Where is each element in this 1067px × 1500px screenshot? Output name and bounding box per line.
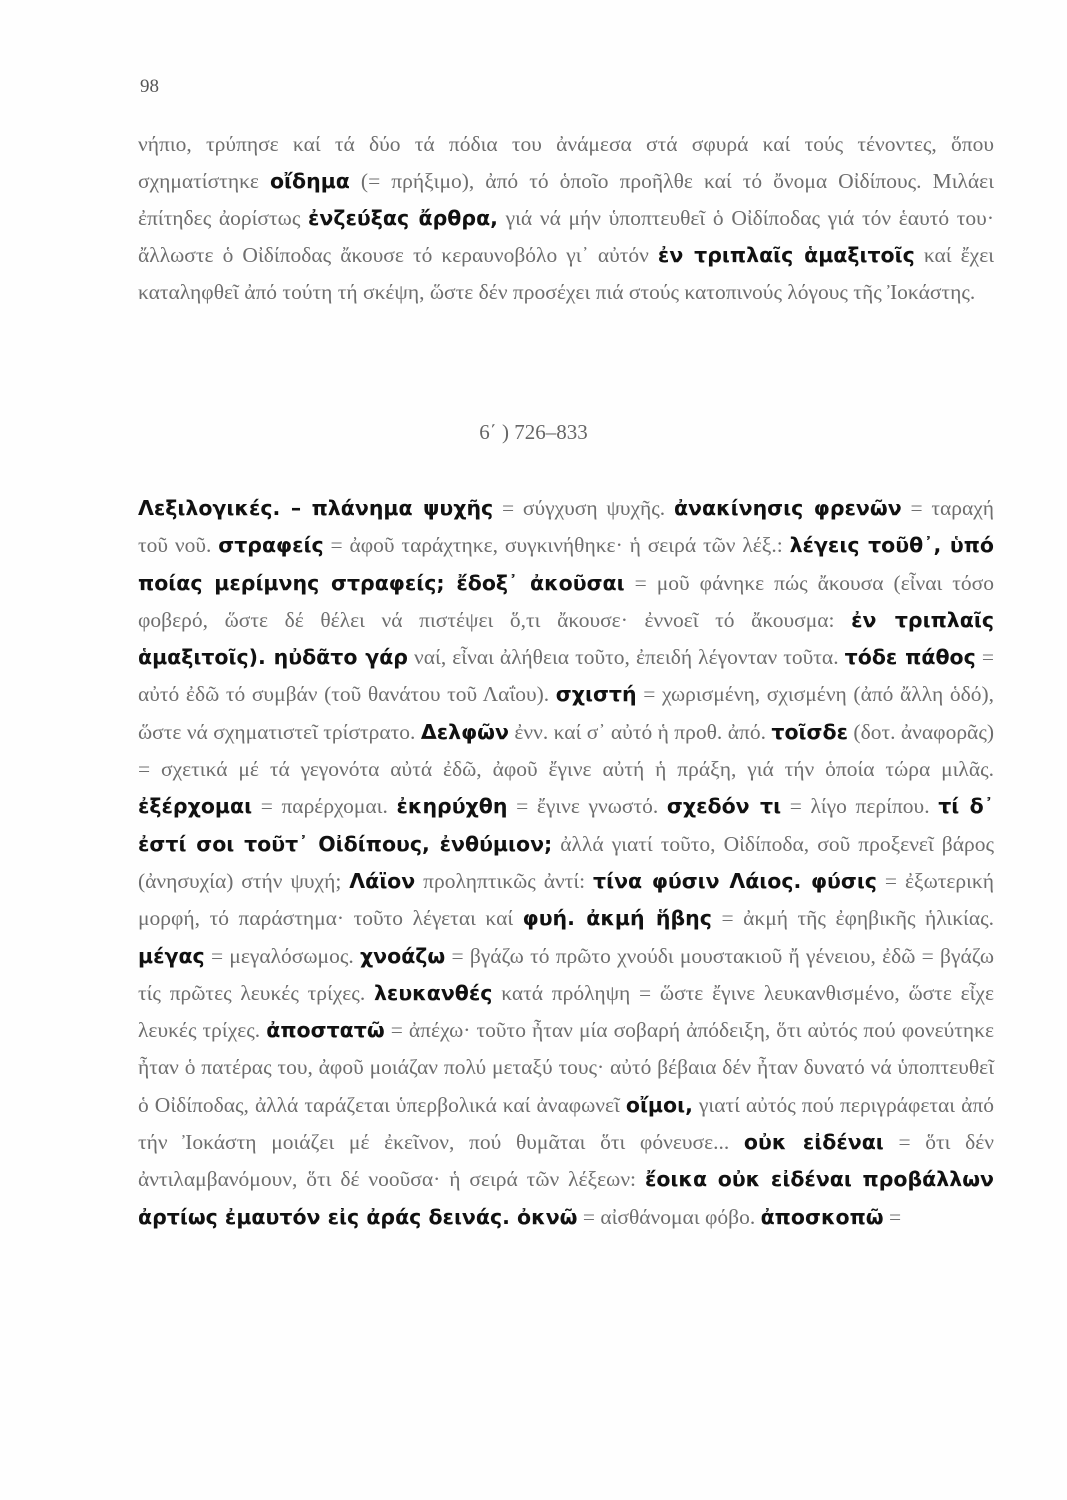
- bold-term: Λάϊον: [349, 868, 416, 893]
- bold-term: τίνα φύσιν Λάιος. φύσις: [593, 868, 877, 893]
- text-run: = μοῦ φάνηκε πώς ἄκουσα (εἶναι τόσο φοβερό, ὥστε δέ θέλει νά πιστέψει ὅ,τι ἄκουσε· ἐννοεῖ τό ἄκουσμα:: [138, 570, 994, 632]
- bold-term: φυή. ἀκμή ἥβης: [522, 906, 712, 931]
- bold-term: λέγεις τοῦθ᾽, ὑπό ποίας μερίμνης στραφείς; ἔδοξ᾽ ἀκοῦσαι: [138, 533, 994, 595]
- text-run: ἀλλά γιατί τοῦτο, Οἰδίποδα, σοῦ προξενεῖ βάρος (ἀνησυχία) στήν ψυχή;: [138, 831, 994, 893]
- text-run: = χωρισμένη, σχισμένη (ἀπό ἄλλη ὁδό), ὥστε νά σχηματιστεῖ τρίστρατο.: [138, 682, 994, 744]
- bold-term: τόδε πάθος: [844, 645, 976, 670]
- text-run: = ἔγινε γνωστό.: [507, 794, 667, 819]
- bold-term: μέγας: [138, 943, 205, 968]
- text-run: = ταραχή τοῦ νοῦ.: [138, 496, 995, 558]
- text-run: καί ἔχει καταληφθεῖ ἀπό τούτη τή σκέψη, ὥστε δέν προσέχει πιά στούς κατοπινούς λόγους τῆς Ἰοκάστης.: [138, 243, 995, 304]
- bold-term: τί δ᾽ ἐστί σοι τοῦτ᾽ Οἰδίπους, ἐνθύμιον;: [138, 794, 994, 856]
- bold-term: χνοάζω: [359, 943, 446, 968]
- text-run: ναί, εἶναι ἀλήθεια τοῦτο, ἐπειδή λέγονταν τοῦτα.: [407, 645, 845, 670]
- text-run: (= πρήξιμο), ἀπό τό ὁποῖο προῆλθε καί τό ὄνομα Οἰδίπους. Μιλάει ἐπίτηδες ἀορίστως: [138, 169, 994, 230]
- text-run: (δοτ. ἀναφορᾶς) = σχετικά μέ τά γεγονότα αὐτά ἐδῶ, ἀφοῦ ἔγινε αὐτή ἡ πράξη, γιά τήν ὁποία τώρα μιλᾶς.: [138, 719, 994, 782]
- text-run: νήπιο, τρύπησε καί τά δύο τά πόδια του ἀνάμεσα στά σφυρά καί τούς τένοντες, ὅπου σχηματίστηκε: [138, 132, 994, 193]
- page-number: 98: [140, 76, 159, 97]
- text-run: =: [883, 1204, 902, 1229]
- bold-term: λευκανθές: [373, 980, 493, 1005]
- text-run: = λίγο περίπου.: [781, 794, 939, 819]
- text-run: = ὅτι δέν ἀντιλαμβανόμουν, ὅτι δέ νοοῦσα· ἡ σειρά τῶν λέξεων:: [138, 1130, 994, 1192]
- bold-term: ἐν τριπλαῖς ἁμαξιτοῖς: [657, 243, 915, 267]
- text-run: = μεγαλόσωμος.: [204, 943, 360, 968]
- text-run: = ἀφοῦ ταράχτηκε, συγκινήθηκε· ἡ σειρά τῶν λέξ.:: [323, 533, 790, 558]
- text-run: κατά πρόληψη = ὥστε ἔγινε λευκανθισμένο, ὥστε εἶχε λευκές τρίχες.: [138, 980, 994, 1043]
- bold-term: οἴδημα: [269, 169, 350, 193]
- bold-term: ἐξέρχομαι: [138, 794, 253, 819]
- text-run: ἐνν. καί σ᾽ αὐτό ἡ προθ. ἀπό.: [508, 719, 772, 744]
- text-run: = ἀκμή τῆς ἐφηβικῆς ἡλικίας.: [711, 906, 994, 931]
- bold-term: ἀποσκοπῶ: [760, 1204, 884, 1229]
- paragraph-2: [138, 490, 994, 1236]
- bold-term: Δελφῶν: [420, 719, 509, 744]
- bold-term: οὐκ εἰδέναι: [743, 1130, 884, 1155]
- text-run: γιατί αὐτός πού περιγράφεται ἀπό τήν Ἰοκάστη μοιάζει μέ ἐκεῖνον, πού θυμᾶται ὅτι φόνευσε...: [138, 1092, 994, 1155]
- text-run: γιά νά μήν ὑποπτευθεῖ ὁ Οἰδίποδας γιά τόν ἑαυτό του· ἄλλωστε ὁ Οἰδίποδας ἄκουσε τό κεραυνοβόλο γι᾽ αὐτόν: [138, 206, 994, 267]
- bold-term: ἔοικα οὐκ εἰδέναι προβάλλων ἀρτίως ἐμαυτόν εἰς ἀράς δεινάς. ὀκνῶ: [138, 1167, 994, 1229]
- text-run: = παρέρχομαι.: [252, 794, 397, 819]
- bold-term: τοῖσδε: [771, 719, 849, 744]
- bold-term: ἐκηρύχθη: [396, 794, 508, 819]
- bold-term: οἴμοι,: [625, 1092, 693, 1117]
- text-run: = σύγχυση ψυχῆς.: [493, 496, 674, 520]
- bold-term: ἐν τριπλαῖς ἁμαξιτοῖς). ηὐδᾶτο γάρ: [138, 607, 994, 670]
- text-run: = ἐξωτερική μορφή, τό παράστημα· τοῦτο λέγεται καί: [138, 868, 994, 931]
- paragraph-1: [138, 126, 994, 311]
- bold-term: σχεδόν τι: [666, 794, 782, 819]
- text-run: = αὐτό ἐδῶ τό συμβάν (τοῦ θανάτου τοῦ Λαΐου).: [138, 645, 994, 707]
- text-run: = ἀπέχω· τοῦτο ἦταν μία σοβαρή ἀπόδειξη, ὅτι αὐτός πού φονεύτηκε ἦταν ὁ πατέρας του, ἀφοῦ μοιάζαν πολύ μεταξύ τους· αὐτό βέβαια δέν ἦταν δυνατό νά ὑποπτευθεῖ ὁ Οἰδίποδας, ἀλλά ταράζεται ὑπερβολικά καί ἀναφωνεῖ: [138, 1018, 995, 1117]
- bold-term: ἐνζεύξας ἄρθρα,: [308, 206, 498, 230]
- bold-term: στραφείς: [218, 533, 324, 558]
- section-heading: 6΄ ) 726–833: [479, 420, 588, 444]
- text-run: = βγάζω τό πρῶτο χνούδι μουστακιοῦ ἤ γένειου, ἐδῶ = βγάζω τίς πρῶτες λευκές τρίχες.: [138, 943, 994, 1005]
- bold-term: ἀνακίνησις φρενῶν: [673, 496, 902, 520]
- text-run: = αἰσθάνομαι φόβο.: [577, 1204, 761, 1229]
- bold-term: ἀποστατῶ: [266, 1018, 385, 1043]
- text-run: προληπτικῶς ἀντί:: [415, 868, 594, 893]
- bold-term: Λεξιλογικές. – πλάνημα ψυχῆς: [138, 496, 494, 520]
- bold-term: σχιστή: [555, 682, 637, 707]
